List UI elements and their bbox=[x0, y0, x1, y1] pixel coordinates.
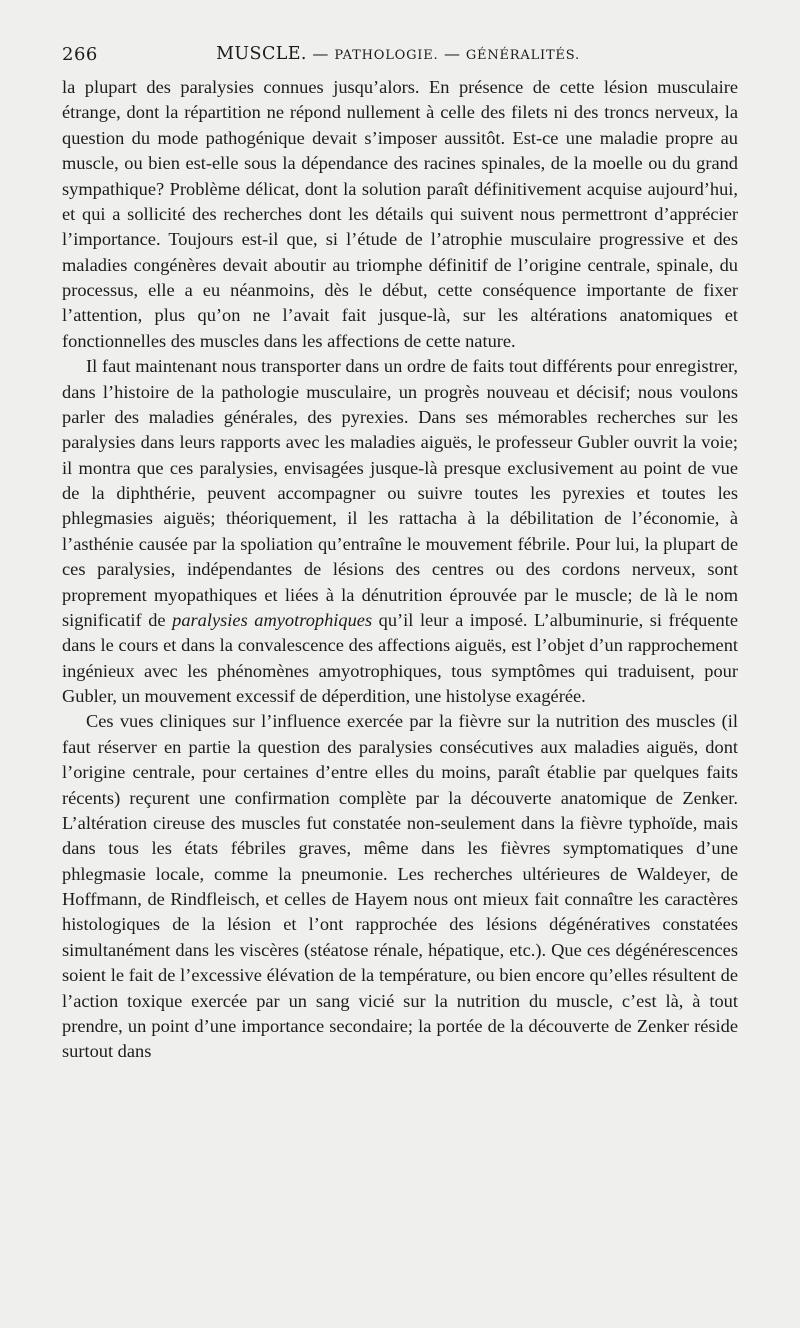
paragraph-1-text: la plupart des paralysies connues jusqu’alors. En présence de cette lésion musculaire étrange, dont la répartition ne répond nullement à celle des filets ni des troncs nerveux, la question du mode pathogénique devait s’imposer aussitôt. Est-ce une maladie propre au muscle, ou bien est-elle sous la dépendance des racines spinales, de la moelle ou du grand sympathique? Problème délicat, dont la solution paraît définitivement acquise aujourd’hui, et qui a sollicité des recherches dont les détails qui suivent nous permettront d’apprécier l’importance. Toujours est-il que, si l’étude de l’atrophie musculaire progressive et des maladies congénères devait aboutir au triomphe définitif de l’origine centrale, spinale, du processus, elle a eu néanmoins, dès le début, cette conséquence importante de fixer l’attention, plus qu’on ne l’avait fait jusque-là, sur les altérations anatomiques et fonctionnelles des muscles dans les affections de cette nature. bbox=[62, 77, 738, 351]
paragraph-2-italic-term: paralysies amyotrophiques bbox=[172, 609, 373, 630]
running-title-section: PATHOLOGIE. bbox=[334, 48, 439, 63]
running-title-dash-2: — bbox=[443, 44, 461, 63]
paragraph-1 bbox=[62, 75, 738, 354]
running-title-dash-1: — bbox=[312, 44, 329, 63]
paragraph-2-text-after: qu’il leur a imposé. L’albuminurie, si fréquente dans le cours et dans la convalescence des affections aiguës, est l’objet d’un rapprochement ingénieux avec les phénomènes amyotrophiques, tous symptômes qui traduisent, pour Gubler, un mouvement excessif de déperdition, une histolyse exagérée. bbox=[62, 609, 738, 706]
paragraph-2 bbox=[62, 354, 738, 709]
paragraph-2-text-before: Il faut maintenant nous transporter dans un ordre de faits tout différents pour enregistrer, dans l’histoire de la pathologie musculaire, un progrès nouveau et décisif; nous voulons parler des maladies générales, des pyrexies. Dans ses mémorables recherches sur les paralysies dans leurs rapports avec les maladies aiguës, le professeur Gubler ouvrit la voie; il montra que ces paralysies, envisagées jusque-là presque exclusivement au point de vue de la diphthérie, peuvent accompagner ou suivre toutes les pyrexies et toutes les phlegmasies aiguës; théoriquement, il les rattacha à la débilitation de l’économie, à l’asthénie causée par la spoliation qu’entraîne le mouvement fébrile. Pour lui, la plupart de ces paralysies, indépendantes de lésions des centres ou des cordons nerveux, sont proprement myopathiques et liées à la dénutrition éprouvée par le muscle; de là le nom significatif de bbox=[62, 356, 738, 630]
running-title-subsection: GÉNÉRALITÉS. bbox=[465, 48, 580, 63]
page-number: 266 bbox=[62, 44, 98, 65]
body-text bbox=[62, 75, 738, 1065]
running-title bbox=[60, 44, 736, 64]
running-title-main: MUSCLE. bbox=[216, 44, 307, 64]
running-head bbox=[60, 44, 736, 70]
paragraph-3 bbox=[62, 709, 738, 1064]
paragraph-3-text: Ces vues cliniques sur l’influence exercée par la fièvre sur la nutrition des muscles (il faut réserver en partie la question des paralysies consécutives aux maladies aiguës, dont l’origine centrale, pour certaines d’entre elles du moins, paraît établie par quelques faits récents) reçurent une confirmation complète par la découverte anatomique de Zenker. L’altération cireuse des muscles fut constatée non-seulement dans la fièvre typhoïde, mais dans tous les états fébriles graves, même dans les fièvres symptomatiques d’une phlegmasie locale, comme la pneumonie. Les recherches ultérieures de Waldeyer, de Hoffmann, de Rindfleisch, et celles de Hayem nous ont mieux fait connaître les caractères histologiques de la lésion et l’ont rapprochée des lésions dégénératives constatées simultanément dans les viscères (stéatose rénale, hépatique, etc.). Que ces dégénérescences soient le fait de l’excessive élévation de la température, ou bien encore qu’elles résultent de l’action toxique exercée par un sang vicié sur la nutrition du muscle, c’est là, à tout prendre, un point d’une importance secondaire; la portée de la découverte de Zenker réside surtout dans bbox=[62, 711, 738, 1062]
